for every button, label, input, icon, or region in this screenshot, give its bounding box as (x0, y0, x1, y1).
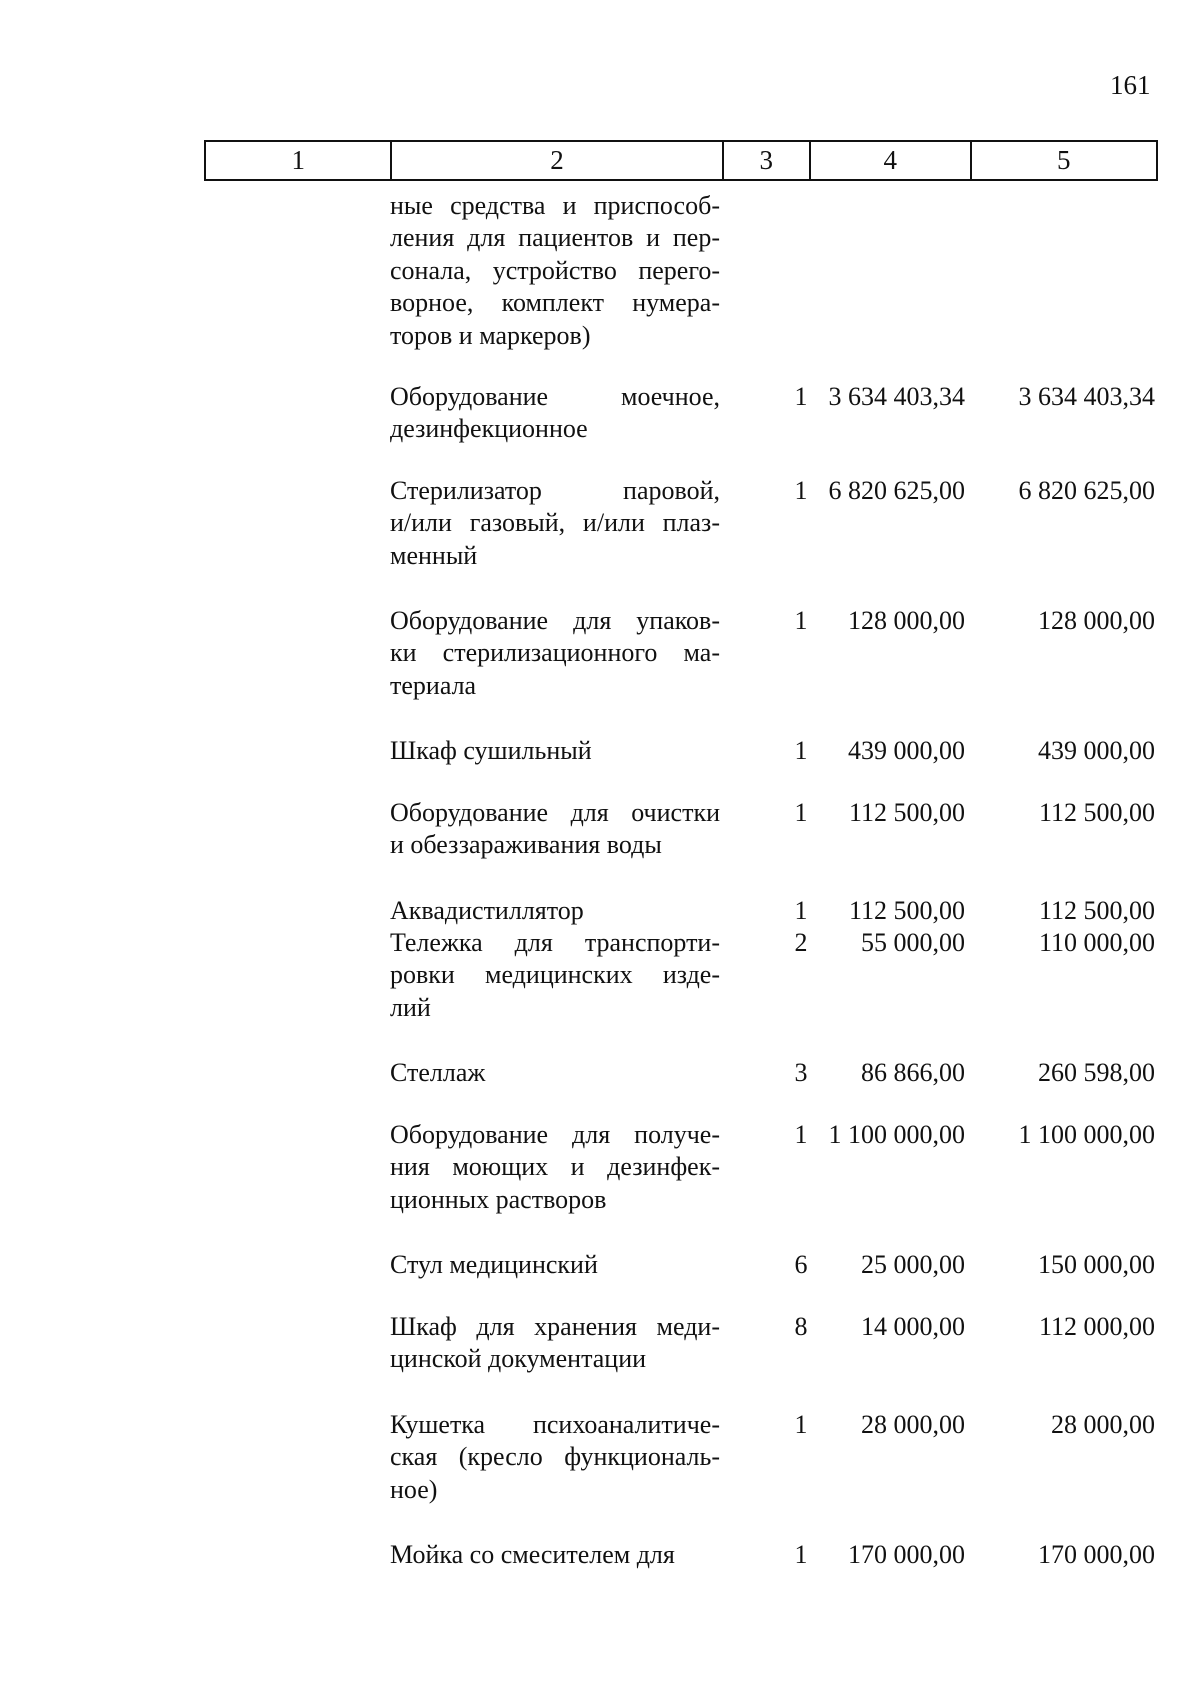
item-description (390, 1539, 720, 1571)
item-total: 28 000,00 (1051, 1410, 1155, 1439)
item-description (390, 1119, 720, 1216)
item-total: 439 000,00 (1038, 736, 1155, 765)
description-line: ки стерилизационного ма- (390, 638, 720, 668)
item-total: 260 598,00 (1038, 1058, 1155, 1087)
item-unit-price: 28 000,00 (861, 1410, 965, 1439)
item-description (390, 797, 720, 862)
item-description (390, 1057, 720, 1089)
item-total: 112 000,00 (1038, 1312, 1155, 1341)
item-unit-price: 1 100 000,00 (828, 1120, 965, 1149)
item-description (390, 895, 720, 927)
description-line: дезинфекционное (390, 414, 588, 444)
description-line: Тележка для транспорти- (390, 928, 720, 957)
column-header-4: 4 (810, 141, 971, 180)
item-quantity: 1 (794, 476, 808, 505)
item-quantity: 1 (794, 382, 808, 411)
item-unit-price: 112 500,00 (848, 798, 965, 827)
description-line: ления для пациентов и пер- (390, 223, 720, 253)
description-line: ные средства и приспособ- (390, 191, 720, 220)
column-header-2: 2 (391, 141, 722, 180)
item-quantity: 2 (794, 928, 808, 957)
item-description (390, 1409, 720, 1506)
item-unit-price: 170 000,00 (848, 1540, 965, 1569)
description-line: Оборудование для очистки (390, 798, 720, 827)
item-unit-price: 14 000,00 (861, 1312, 965, 1341)
item-quantity: 8 (794, 1312, 808, 1341)
item-quantity: 1 (794, 1410, 808, 1439)
description-line: и обеззараживания воды (390, 830, 662, 860)
description-line: Оборудование моечное, (390, 382, 720, 411)
item-quantity: 3 (794, 1058, 808, 1087)
item-unit-price: 55 000,00 (861, 928, 965, 957)
item-description (390, 381, 720, 446)
item-unit-price: 112 500,00 (848, 896, 965, 925)
description-line: ное) (390, 1474, 438, 1504)
description-line: и/или газовый, и/или плаз- (390, 508, 720, 538)
item-description (390, 1249, 720, 1281)
description-line: ровки медицинских изде- (390, 960, 720, 990)
column-header-1: 1 (205, 141, 391, 180)
item-description (390, 605, 720, 702)
description-line: Стеллаж (390, 1058, 486, 1087)
item-unit-price: 25 000,00 (861, 1250, 965, 1279)
description-line: торов и маркеров) (390, 320, 591, 350)
item-description (390, 190, 720, 352)
item-description (390, 475, 720, 572)
description-line: Шкаф для хранения меди- (390, 1312, 720, 1341)
item-quantity: 1 (794, 736, 808, 765)
item-quantity: 1 (794, 1540, 808, 1569)
description-line: цинской документации (390, 1344, 647, 1374)
item-total: 1 100 000,00 (1018, 1120, 1155, 1149)
description-line: Мойка со смесителем для (390, 1540, 675, 1569)
item-total: 170 000,00 (1038, 1540, 1155, 1569)
item-description (390, 927, 720, 1024)
item-total: 112 500,00 (1038, 798, 1155, 827)
item-unit-price: 6 820 625,00 (828, 476, 965, 505)
item-quantity: 6 (794, 1250, 808, 1279)
description-line: ционных растворов (390, 1184, 607, 1214)
item-total: 3 634 403,34 (1018, 382, 1155, 411)
item-unit-price: 3 634 403,34 (828, 382, 965, 411)
description-line: ская (кресло функциональ- (390, 1442, 720, 1472)
item-total: 150 000,00 (1038, 1250, 1155, 1279)
column-header-table (204, 140, 1158, 181)
item-description (390, 1311, 720, 1376)
description-line: Оборудование для получе- (390, 1120, 720, 1149)
item-total: 128 000,00 (1038, 606, 1155, 635)
description-line: Стул медицинский (390, 1250, 598, 1279)
item-total: 110 000,00 (1038, 928, 1155, 957)
description-line: лий (390, 992, 431, 1022)
description-line: Шкаф сушильный (390, 736, 592, 765)
description-line: сонала, устройство перего- (390, 255, 720, 285)
description-line: Оборудование для упаков- (390, 606, 720, 635)
item-description (390, 735, 720, 767)
description-line: териала (390, 670, 477, 700)
column-header-5: 5 (971, 141, 1157, 180)
description-line: Кушетка психоаналитиче- (390, 1410, 720, 1439)
item-quantity: 1 (794, 798, 808, 827)
page-number: 161 (1110, 70, 1151, 100)
item-unit-price: 439 000,00 (848, 736, 965, 765)
description-line: ния моющих и дезинфек- (390, 1152, 720, 1182)
description-line: менный (390, 540, 478, 570)
item-unit-price: 128 000,00 (848, 606, 965, 635)
item-unit-price: 86 866,00 (861, 1058, 965, 1087)
item-quantity: 1 (794, 606, 808, 635)
item-total: 112 500,00 (1038, 896, 1155, 925)
description-line: Стерилизатор паровой, (390, 476, 720, 505)
description-line: Аквадистиллятор (390, 896, 584, 925)
item-total: 6 820 625,00 (1018, 476, 1155, 505)
description-line: ворное, комплект нумера- (390, 288, 720, 318)
item-quantity: 1 (794, 1120, 808, 1149)
column-header-3: 3 (723, 141, 810, 180)
item-quantity: 1 (794, 896, 808, 925)
